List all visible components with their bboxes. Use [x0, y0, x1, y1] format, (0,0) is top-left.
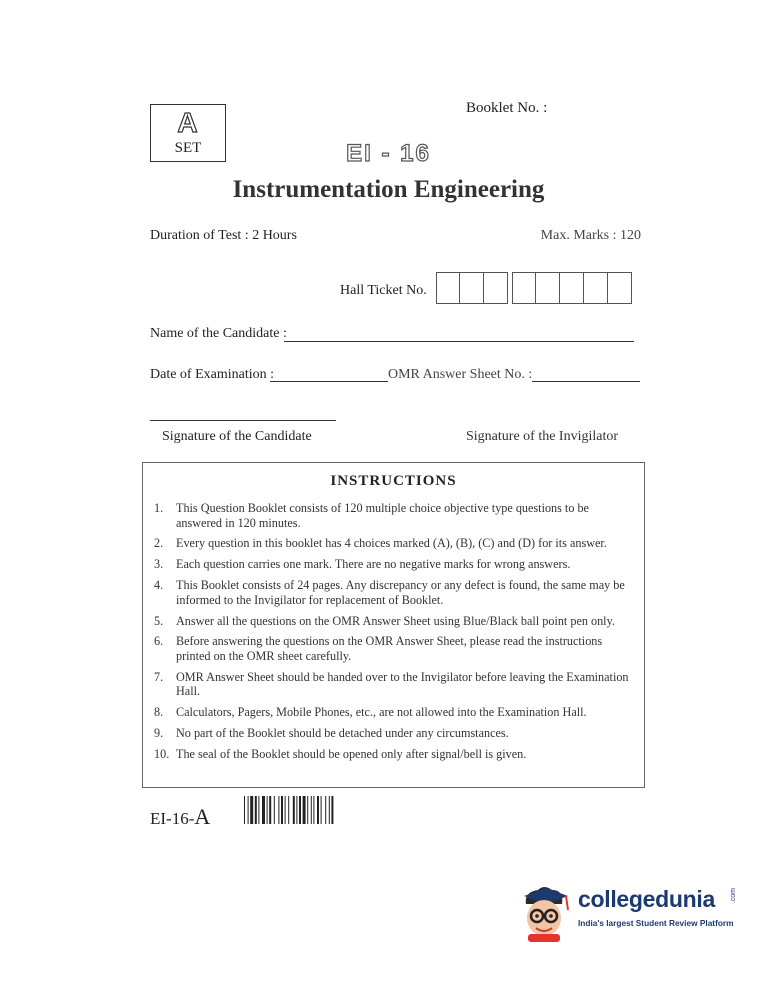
omr-sheet-no-field — [532, 381, 640, 382]
instruction-number: 3. — [154, 557, 164, 572]
booklet-code-prefix: EI-16- — [150, 809, 195, 828]
instruction-item — [143, 670, 644, 699]
instruction-item — [143, 501, 644, 530]
booklet-code-set: A — [194, 804, 211, 829]
instruction-text: Calculators, Pagers, Mobile Phones, etc., are not allowed into the Examination Hall. — [176, 705, 587, 720]
barcode-bar — [248, 796, 249, 824]
barcode-bar — [285, 796, 286, 824]
barcode-bar — [317, 796, 319, 824]
barcode-bar — [278, 796, 279, 824]
barcode-bar — [325, 796, 326, 824]
set-letter: A — [177, 107, 199, 138]
instruction-number: 4. — [154, 578, 164, 593]
candidate-name-field — [284, 341, 634, 342]
barcode-bar — [313, 796, 314, 824]
instruction-text: No part of the Booklet should be detached under any circumstances. — [176, 726, 509, 741]
candidate-name-label: Name of the Candidate : — [150, 326, 287, 341]
paper-code: EI - 16 — [346, 140, 431, 167]
barcode-bar — [255, 796, 257, 824]
barcode-bar — [258, 796, 259, 824]
instruction-number: 9. — [154, 726, 164, 741]
hall-ticket-digit-box — [512, 272, 536, 304]
instruction-text: Answer all the questions on the OMR Answer Sheet using Blue/Black ball point pen only. — [176, 613, 615, 628]
hall-ticket-digit-box — [536, 272, 560, 304]
barcode-bar — [296, 796, 297, 824]
barcode-bar — [307, 796, 308, 824]
instruction-item — [143, 614, 644, 629]
instruction-item — [143, 578, 644, 607]
instruction-text: Every question in this booklet has 4 choices marked (A), (B), (C) and (D) for its answer. — [176, 536, 607, 551]
barcode-bar — [293, 796, 295, 824]
barcode-bar — [269, 796, 271, 824]
hall-ticket-digit-box — [608, 272, 632, 304]
instructions-list — [143, 501, 644, 768]
instruction-number: 5. — [154, 613, 164, 628]
invigilator-signature-label: Signature of the Invigilator — [466, 429, 619, 444]
instruction-number: 8. — [154, 705, 164, 720]
hall-ticket-label: Hall Ticket No. — [340, 283, 427, 298]
logo-name: collegedunia — [578, 886, 715, 912]
instruction-number: 7. — [154, 669, 164, 684]
barcode-bar — [321, 796, 322, 824]
instruction-number: 2. — [154, 536, 164, 551]
set-label: SET — [174, 140, 202, 156]
exam-date-field — [270, 381, 388, 382]
instructions-box — [142, 462, 645, 788]
instruction-text: This Question Booklet consists of 120 multiple choice objective type questions to be answered in 120 minutes. — [176, 501, 589, 530]
barcode-bar — [274, 796, 275, 824]
barcode-bar — [262, 796, 265, 824]
instruction-number: 6. — [154, 634, 164, 649]
max-marks-text: Max. Marks : 120 — [540, 228, 641, 243]
barcode — [244, 796, 372, 824]
candidate-signature-label: Signature of the Candidate — [162, 429, 312, 444]
instruction-item — [143, 557, 644, 572]
instruction-number: 1. — [154, 501, 164, 515]
page-title: Instrumentation Engineering — [232, 176, 545, 203]
omr-sheet-no-label: OMR Answer Sheet No. : — [388, 367, 533, 382]
barcode-bar — [281, 796, 283, 824]
instructions-title: INSTRUCTIONS — [330, 473, 457, 489]
instruction-number: 10. — [154, 747, 170, 762]
booklet-code — [150, 804, 210, 830]
instruction-item — [143, 726, 644, 741]
hall-ticket-boxes — [436, 272, 632, 304]
duration-text: Duration of Test : 2 Hours — [150, 228, 297, 243]
instruction-item — [143, 705, 644, 720]
hall-ticket-digit-box — [584, 272, 608, 304]
instruction-text: Each question carries one mark. There are no negative marks for wrong answers. — [176, 557, 571, 572]
collegedunia-logo — [516, 878, 746, 948]
barcode-bar — [288, 796, 289, 824]
candidate-signature-line — [150, 420, 336, 421]
barcode-bar — [303, 796, 306, 824]
exam-date-label: Date of Examination : — [150, 367, 275, 382]
instruction-text: This Booklet consists of 24 pages. Any discrepancy or any defect is found, the same may be informed to the Invigilator for replacement of Booklet. — [176, 578, 625, 607]
barcode-bar — [311, 796, 312, 824]
instruction-item — [143, 536, 644, 551]
barcode-bar — [250, 796, 253, 824]
barcode-bar — [299, 796, 301, 824]
instruction-text: OMR Answer Sheet should be handed over to the Invigilator before leaving the Examination Hall. — [176, 669, 629, 699]
hall-ticket-digit-box — [484, 272, 508, 304]
hall-ticket-digit-box — [436, 272, 460, 304]
logo-domain-suffix: .com — [730, 888, 737, 904]
mascot-icon — [516, 884, 572, 942]
logo-tagline: India's largest Student Review Platform — [578, 918, 734, 928]
barcode-bar — [267, 796, 268, 824]
hall-ticket-digit-box — [560, 272, 584, 304]
instruction-item — [143, 747, 644, 762]
instruction-text: The seal of the Booklet should be opened only after signal/bell is given. — [176, 747, 527, 762]
instruction-text: Before answering the questions on the OMR Answer Sheet, please read the instructions printed on the OMR sheet carefully. — [176, 634, 603, 663]
instruction-item — [143, 634, 644, 663]
booklet-no-label: Booklet No. : — [466, 100, 548, 116]
hall-ticket-digit-box — [460, 272, 484, 304]
barcode-bar — [244, 796, 245, 824]
barcode-bar — [329, 796, 330, 824]
barcode-bar — [331, 796, 333, 824]
